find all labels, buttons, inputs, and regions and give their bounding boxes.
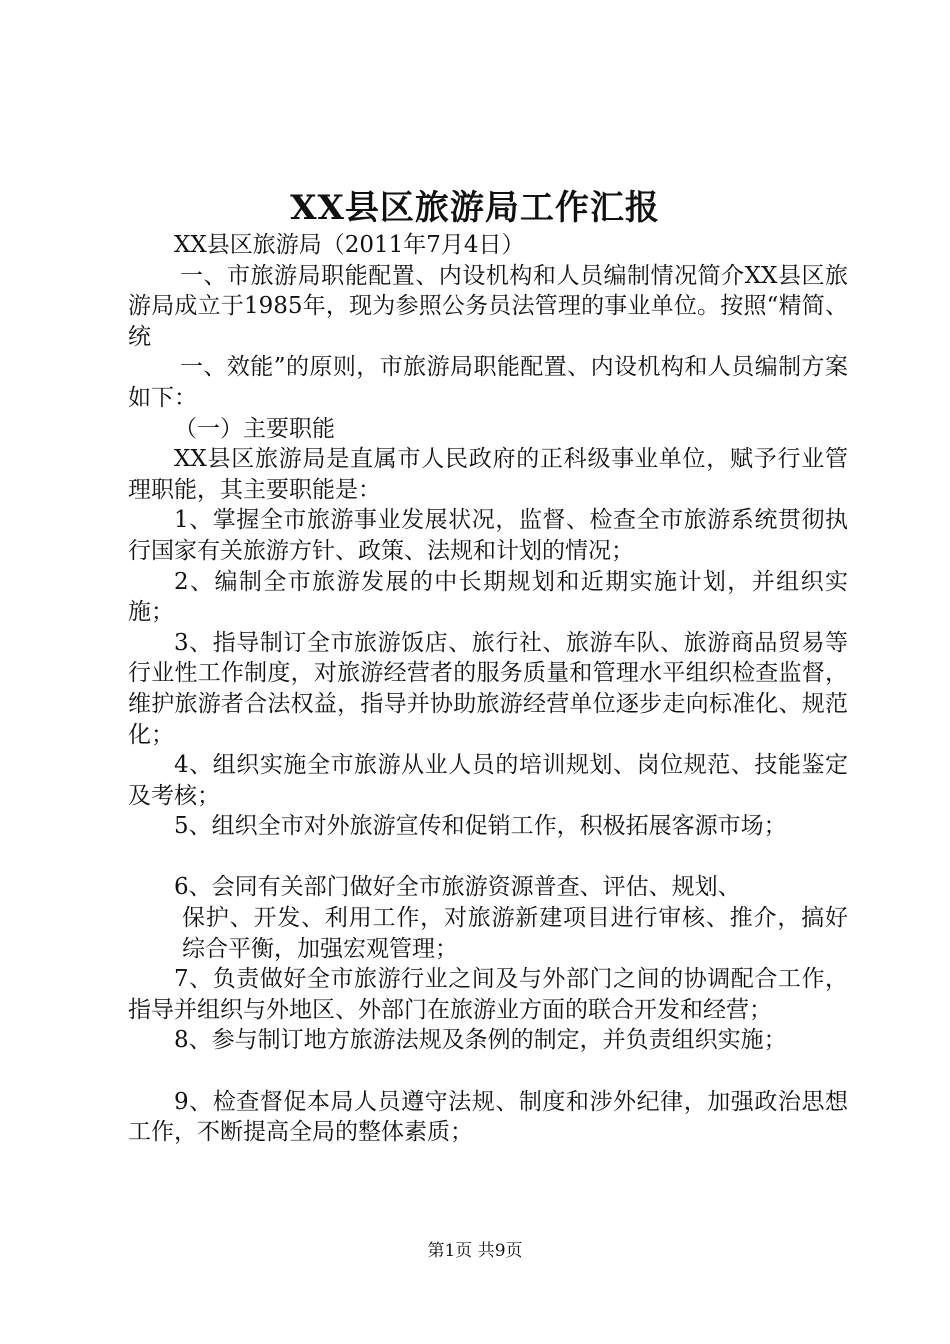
paragraph-item-6: 6、会同有关部门做好全市旅游资源普查、评估、规划、	[174, 874, 741, 901]
paragraph-date-line: XX县区旅游局（2011年7月4日）	[174, 232, 525, 258]
paragraph-item-1: 1、掌握全市旅游事业发展状况，监督、检查全市旅游系统贯彻执行国家有关旅游方针、政策、法规和计划的情况；	[128, 507, 848, 564]
paragraph-item-8: 8、参与制订地方旅游法规及条例的制定，并负责组织实施；	[174, 1027, 787, 1054]
document-title: XX县区旅游局工作汇报	[290, 188, 660, 228]
paragraph-section-heading: （一）主要职能	[174, 415, 335, 442]
paragraph-principle: 一、效能”的原则，市旅游局职能配置、内设机构和人员编制方案如下：	[128, 354, 848, 411]
paragraph-item-2: 2、编制全市旅游发展的中长期规划和近期实施计划，并组织实施；	[128, 568, 848, 626]
page-footer: 第1页 共9页	[427, 1241, 523, 1261]
paragraph-intro: 一、市旅游局职能配置、内设机构和人员编制情况简介XX县区旅游局成立于1985年，现为参照公务员法管理的事业单位。按照“精简、统	[128, 262, 848, 350]
paragraph-item-4: 4、组织实施全市旅游从业人员的培训规划、岗位规范、技能鉴定及考核；	[128, 752, 848, 809]
paragraph-item-5: 5、组织全市对外旅游宣传和促销工作，积极拓展客源市场；	[174, 813, 787, 840]
paragraph-item-3: 3、指导制订全市旅游饭店、旅行社、旅游车队、旅游商品贸易等行业性工作制度，对旅游经营者的服务质量和管理水平组织检查监督，维护旅游者合法权益，指导并协助旅游经营单位逐步走向标准化、规范化；	[128, 629, 848, 748]
paragraph-item-7: 7、负责做好全市旅游行业之间及与外部门之间的协调配合工作，指导并组织与外地区、外部门在旅游业方面的联合开发和经营；	[128, 966, 848, 1023]
paragraph-item-9: 9、检查督促本局人员遵守法规、制度和涉外纪律，加强政治思想工作，不断提高全局的整体素质；	[128, 1088, 848, 1146]
paragraph-item-6-continued: 保护、开发、利用工作，对旅游新建项目进行审核、推介，搞好综合平衡，加强宏观管理；	[182, 905, 848, 962]
document-body	[128, 230, 848, 1148]
paragraph-main-functions: XX县区旅游局是直属市人民政府的正科级事业单位，赋予行业管理职能，其主要职能是：	[128, 446, 848, 503]
